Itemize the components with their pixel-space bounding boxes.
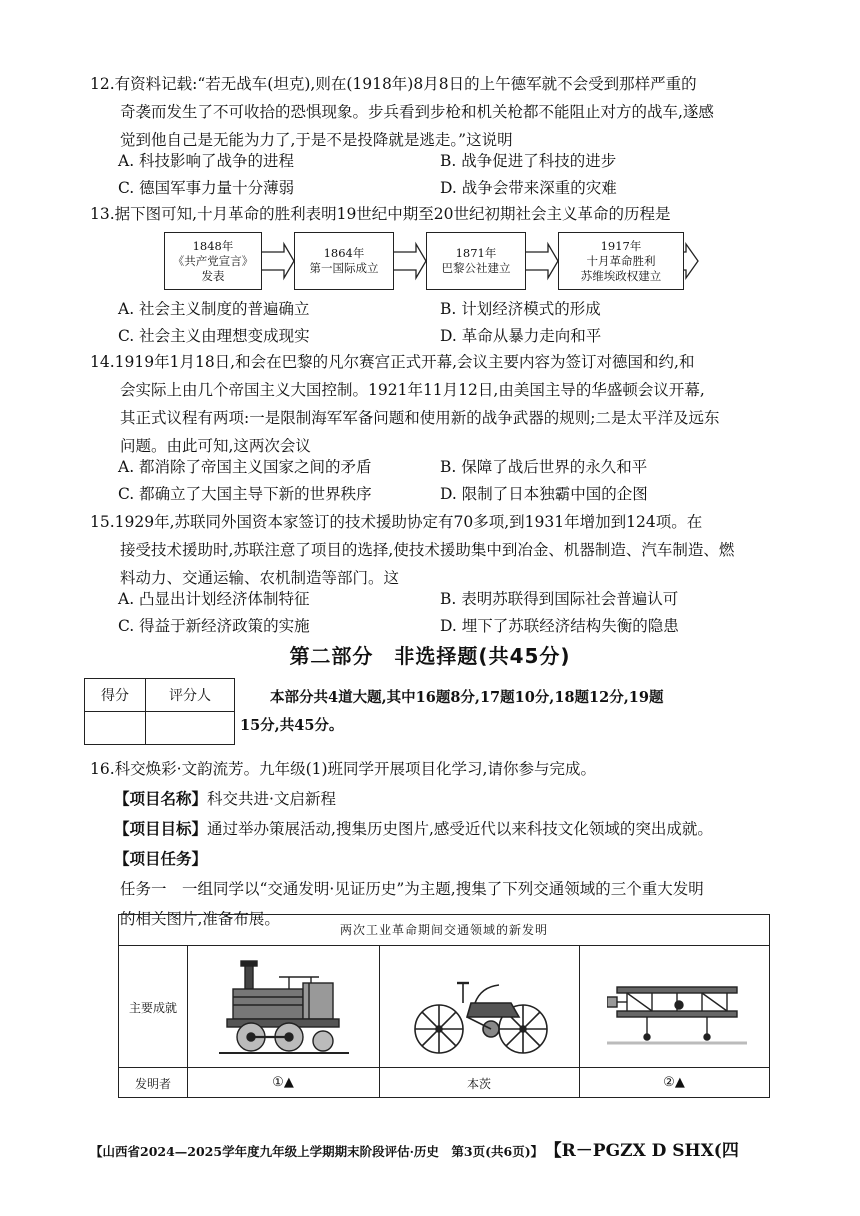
question-16 xyxy=(90,754,770,934)
q14-option-b: B. 保障了战后世界的永久和平 xyxy=(440,458,648,476)
flow-step-year: 1871年 xyxy=(455,246,497,260)
inventions-table-header: 两次工业革命期间交通领域的新发明 xyxy=(119,915,769,946)
q15-option-a: A. 凸显出计划经济体制特征 xyxy=(118,590,310,608)
part-2-title: 第二部分 非选择题(共45分) xyxy=(289,644,571,668)
flow-step-text: 十月革命胜利 xyxy=(586,253,656,268)
project-goal-tag: 【项目目标】 xyxy=(114,819,208,838)
project-name xyxy=(90,784,770,814)
part-2-intro xyxy=(240,684,790,740)
flow-step-1848 xyxy=(164,232,262,290)
row-label-achievement: 主要成就 xyxy=(128,1001,177,1015)
flow-step-year: 1848年 xyxy=(192,238,234,253)
q13-option-b: B. 计划经济模式的形成 xyxy=(440,300,601,318)
flow-step-text: 第一国际成立 xyxy=(309,261,379,275)
project-task-tag: 【项目任务】 xyxy=(114,849,208,868)
task1-line: 的相关图片,准备布展。 xyxy=(120,910,280,928)
q12-line: 觉到他自己是无能为力了,于是不是投降就是逃走。”这说明 xyxy=(120,131,513,149)
q15-line: 15.1929年,苏联同外国资本家签订的技术援助协定有70多项,到1931年增加到124项。在 xyxy=(90,513,703,531)
flow-step-year: 1864年 xyxy=(323,246,365,260)
inventor-airplane: ②▲ xyxy=(663,1075,685,1090)
q12-line: 奇袭而发生了不可收拾的恐惧现象。步兵看到步枪和机关枪都不能阻止对方的战车,遂感 xyxy=(120,103,714,121)
q14-options xyxy=(118,454,778,508)
revolution-flowchart xyxy=(160,230,700,292)
project-goal-text: 通过举办策展活动,搜集历史图片,感受近代以来科技文化领域的突出成就。 xyxy=(207,820,713,838)
airplane-image xyxy=(607,977,747,1047)
q15-line: 料动力、交通运输、农机制造等部门。这 xyxy=(120,569,400,587)
q12-option-c: C. 德国军事力量十分薄弱 xyxy=(118,179,295,197)
footer-code: 【R－PGZX D SHX(四 xyxy=(553,1141,739,1161)
q14-line: 14.1919年1月18日,和会在巴黎的凡尔赛宫正式开幕,会议主要内容为签订对德国和约,和 xyxy=(90,353,695,371)
inventor-car: 本茨 xyxy=(466,1077,491,1091)
inventions-table xyxy=(118,914,770,1098)
q12-option-b: B. 战争促进了科技的进步 xyxy=(440,152,617,170)
q12-option-a: A. 科技影响了战争的进程 xyxy=(118,152,295,170)
project-name-text: 科交共进·文启新程 xyxy=(207,790,336,808)
q15-line: 接受技术援助时,苏联注意了项目的选择,使技术援助集中到冶金、机器制造、汽车制造、燃 xyxy=(120,541,735,559)
q14-line: 问题。由此可知,这两次会议 xyxy=(120,437,311,455)
q13-options xyxy=(118,296,778,350)
q14-option-a: A. 都消除了帝国主义国家之间的矛盾 xyxy=(118,458,372,476)
row-label-inventor: 发明者 xyxy=(134,1077,171,1091)
q15-option-c: C. 得益于新经济政策的实施 xyxy=(118,617,310,635)
question-13 xyxy=(90,200,770,228)
benz-car-image xyxy=(411,963,551,1063)
score-cell[interactable] xyxy=(85,712,146,745)
flow-step-text: 苏维埃政权建立 xyxy=(580,268,662,283)
score-label: 得分 xyxy=(85,679,146,712)
question-14 xyxy=(90,348,770,460)
flow-step-text: 发表 xyxy=(201,268,225,283)
q14-line: 会实际上由几个帝国主义大国控制。1921年11月12日,由美国主导的华盛顿会议开幕, xyxy=(120,381,705,399)
project-goal xyxy=(90,814,770,844)
question-12 xyxy=(90,70,770,154)
table-divider xyxy=(119,1067,769,1068)
question-15 xyxy=(90,508,770,592)
grader-cell[interactable] xyxy=(146,712,235,745)
q15-options xyxy=(118,586,778,640)
q16-stem: 16.科交焕彩·文韵流芳。九年级(1)班同学开展项目化学习,请你参与完成。 xyxy=(90,760,596,778)
q12-option-d: D. 战争会带来深重的灾难 xyxy=(440,179,617,197)
flow-step-1871 xyxy=(426,232,526,290)
q15-option-b: B. 表明苏联得到国际社会普遍认可 xyxy=(440,590,679,608)
q13-option-d: D. 革命从暴力走向和平 xyxy=(440,327,602,345)
flow-step-text: 《共产党宣言》 xyxy=(172,253,254,268)
q12-line: 12.有资料记载:“若无战车(坦克),则在(1918年)8月8日的上午德军就不会受到那样严重的 xyxy=(90,75,697,93)
task1-line: 任务一 一组同学以“交通发明·见证历史”为主题,搜集了下列交通领域的三个重大发明 xyxy=(120,880,704,898)
flow-step-text: 巴黎公社建立 xyxy=(441,261,511,275)
intro-line: 15分,共45分。 xyxy=(240,717,344,734)
intro-line: 本部分共4道大题,其中16题8分,17题10分,18题12分,19题 xyxy=(270,689,664,706)
score-box xyxy=(84,678,235,745)
q14-option-d: D. 限制了日本独霸中国的企图 xyxy=(440,485,648,503)
q14-option-c: C. 都确立了大国主导下新的世界秩序 xyxy=(118,485,372,503)
flow-step-1864 xyxy=(294,232,394,290)
q14-line: 其正式议程有两项:一是限制海军军备问题和使用新的战争武器的规则;二是太平洋及远东 xyxy=(120,409,720,427)
footer-text: 【山西省2024—2025学年度九年级上学期期末阶段评估·历史 第3页(共6页)】 xyxy=(90,1144,544,1159)
q13-stem: 13.据下图可知,十月革命的胜利表明19世纪中期至20世纪初期社会主义革命的历程是 xyxy=(90,205,671,223)
flow-step-year: 1917年 xyxy=(600,238,642,253)
q15-option-d: D. 埋下了苏联经济结构失衡的隐患 xyxy=(440,617,679,635)
page-footer xyxy=(90,1136,739,1161)
flow-step-1917 xyxy=(558,232,684,290)
q12-options xyxy=(118,148,778,202)
grader-label: 评分人 xyxy=(146,679,235,712)
q13-option-a: A. 社会主义制度的普遍确立 xyxy=(118,300,310,318)
steam-locomotive-image xyxy=(219,957,349,1061)
project-name-tag: 【项目名称】 xyxy=(114,789,208,808)
inventor-locomotive: ①▲ xyxy=(272,1075,294,1090)
q13-option-c: C. 社会主义由理想变成现实 xyxy=(118,327,310,345)
